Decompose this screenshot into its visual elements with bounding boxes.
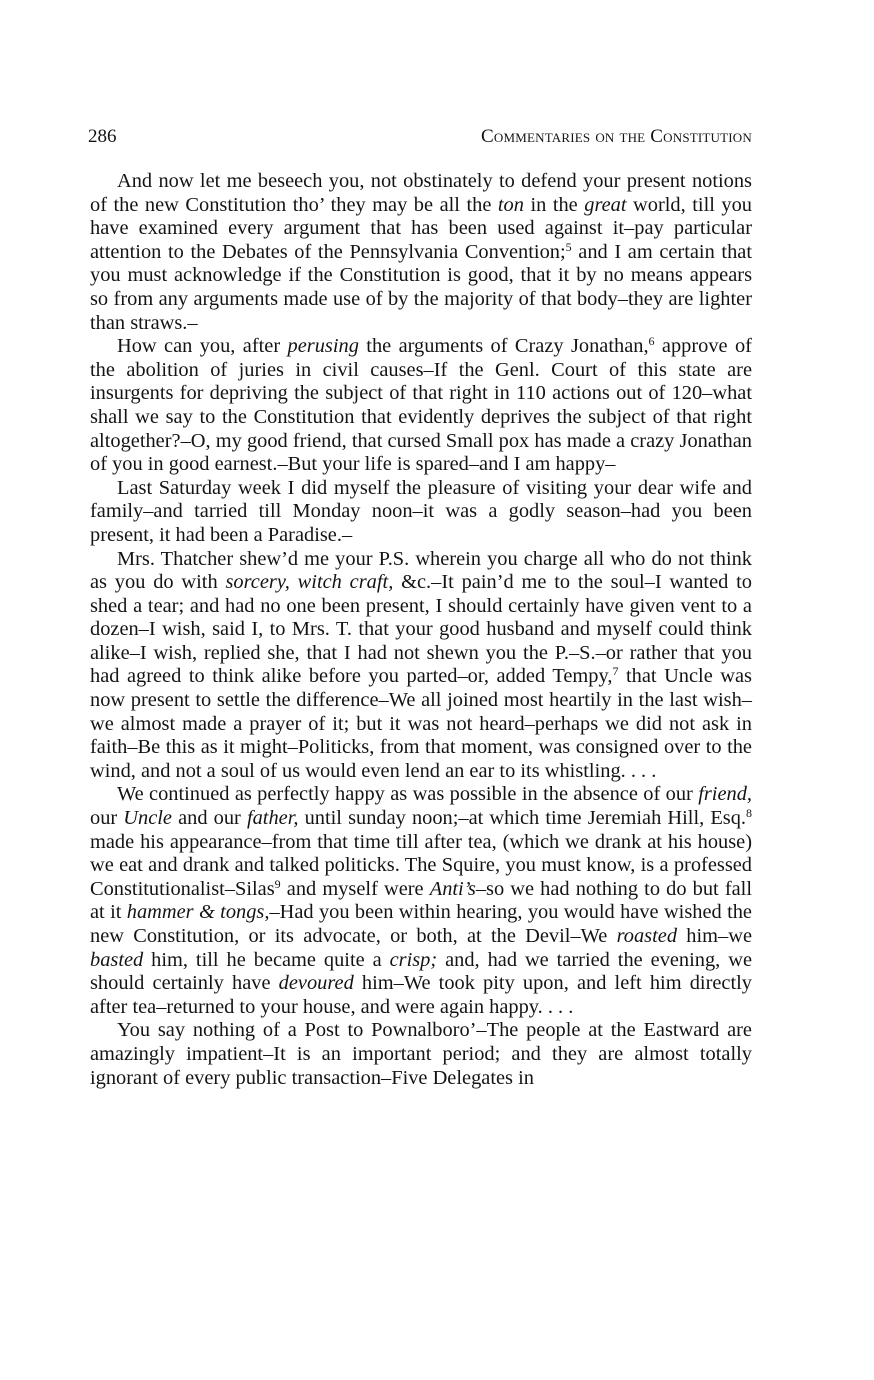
italic-text: great xyxy=(584,193,627,216)
italic-text: sorcery, witch craft, xyxy=(225,571,394,594)
running-head: Commentaries on the Constitution xyxy=(481,126,752,147)
text-run: him, till he became quite a xyxy=(143,948,390,971)
paragraph xyxy=(90,548,752,784)
text-run: How can you, after xyxy=(117,335,288,358)
italic-text: perusing xyxy=(287,335,359,358)
text-run: world, till you have examined every argument that has been used against it–pay particular attention to the Debates of the Pennsylvania Convention; xyxy=(90,193,752,263)
text-run: –so we had nothing to do but fall at it xyxy=(90,877,753,924)
text-run: and our xyxy=(171,807,247,830)
italic-text: crisp; xyxy=(389,948,438,971)
text-run: –Had you been within hearing, you would have wished the new Constitution, or its advocate, or both, at the Devil–We xyxy=(90,901,752,947)
text-run: the arguments of Crazy Jonathan, xyxy=(358,335,649,358)
text-run: and myself were xyxy=(280,877,430,900)
paragraph xyxy=(90,170,752,335)
footnote-ref: 8 xyxy=(746,806,753,821)
text-run: Mrs. Thatcher shew’d me your P.S. wherein you charge all who do not think as you do with xyxy=(90,547,752,594)
paragraph xyxy=(90,1019,752,1090)
text-run: &c.–It pain’d me to the soul–I wanted to shed a tear; and had no one been present, I should certainly have given vent to a dozen–I wish, said I, to Mrs. T. that your good husband and myself could think alike–I wish, replied she, that I had not shewn you the P.–S.–or rather that you had agreed to think alike before you parted–or, added Tempy, xyxy=(90,571,752,688)
page-header xyxy=(88,124,752,150)
italic-text: father, xyxy=(246,807,299,830)
footnote-ref: 5 xyxy=(565,239,572,254)
text-run: until sunday noon;–at which time Jeremiah Hill, Esq. xyxy=(298,807,747,830)
italic-text: ton xyxy=(497,193,524,216)
text-run: Last Saturday week I did myself the pleasure of visiting your dear wife and family–and tarried till Monday noon–it was a godly season–had you been present, it had been a Paradise.– xyxy=(90,476,752,546)
italic-text: Uncle xyxy=(123,807,172,830)
italic-text: Anti’s xyxy=(429,877,476,900)
text-run: and I am certain that you must acknowledge if the Constitution is good, that it by no means appears so from any arguments made use of by the majority of that body–they are lighter than straws.– xyxy=(90,240,752,334)
text-run: in the xyxy=(523,193,585,216)
italic-text: hammer & tongs, xyxy=(126,901,270,924)
paragraph xyxy=(90,477,752,548)
text-run: and, had we tarried the evening, we should certainly have xyxy=(90,948,752,995)
text-run: that Uncle was now present to settle the difference–We all joined most heartily in the last wish–we almost made a prayer of it; but it was not heard–perhaps we did not ask in faith–Be this as it might–Politicks, from that moment, was consigned over to the wind, and not a soul of us would even lend an ear to its whistling. . . . xyxy=(90,665,752,782)
text-run: approve of the abolition of juries in civil causes–If the Genl. Court of this state are insurgents for depriving the subject of that right in 110 actions out of 120–what shall we say to the Constitution that evidently deprives the subject of that right altogether?–O, my good friend, that cursed Small pox has made a crazy Jonathan of you in good earnest.–But your life is spared–and I am happy– xyxy=(90,335,752,476)
paragraph xyxy=(90,783,752,1019)
text-run: We continued as perfectly happy as was possible in the absence of our xyxy=(117,783,699,806)
footnote-ref: 9 xyxy=(274,876,281,891)
text-run: You say nothing of a Post to Pownalboro’–The people at the Eastward are amazingly impatient–It is an important period; and they are almost totally ignorant of every public transaction–Five Delegates in xyxy=(90,1019,752,1089)
footnote-ref: 7 xyxy=(612,664,619,679)
body-text xyxy=(90,170,752,1090)
text-run: him–we xyxy=(677,925,753,947)
italic-text: basted xyxy=(90,948,144,971)
text-run: our xyxy=(90,807,124,830)
page-number: 286 xyxy=(88,126,117,147)
italic-text: roasted xyxy=(616,925,678,947)
footnote-ref: 6 xyxy=(648,334,655,349)
text-run: And now let me beseech you, not obstinately to defend your present notions of the new Constitution tho’ they may be all the xyxy=(90,170,752,216)
text-run: made his appearance–from that time till after tea, (which we drank at his house) we eat and drank and talked politicks. The Squire, you must know, is a professed Constitutionalist–Silas xyxy=(90,830,752,900)
italic-text: devoured xyxy=(278,972,354,995)
text-run: him–We took pity upon, and left him directly after tea–returned to your house, and were again happy. . . . xyxy=(90,972,752,1018)
italic-text: friend, xyxy=(698,783,752,806)
paragraph xyxy=(90,335,752,477)
